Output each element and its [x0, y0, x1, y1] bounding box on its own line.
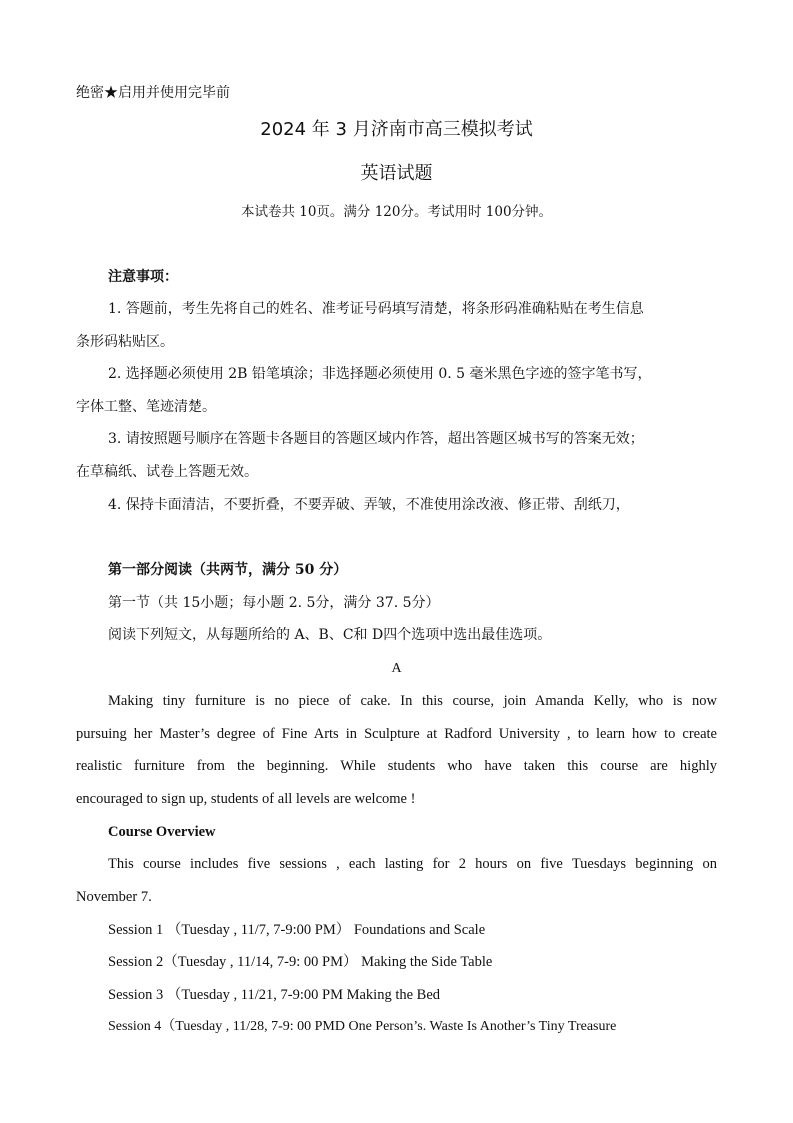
part1-heading: 第一部分阅读（共两节，满分 50 分） [108, 562, 348, 578]
paragraph-line-3: realistic furniture from the beginning. While students who have taken this course are highly [76, 758, 717, 774]
note-item-3-line2: 在草稿纸、试卷上答题无效。 [76, 464, 258, 480]
note-item-2-line1: 2. 选择题必须使用 2B 铅笔填涂；非选择题必须使用 0. 5 毫米黑色字迹的签字笔书写， [108, 366, 652, 382]
note-item-1-line2: 条形码粘贴区。 [76, 334, 174, 350]
notes-heading: 注意事项： [108, 269, 178, 285]
overview-line-1: This course includes five sessions , each lasting for 2 hours on five Tuesdays beginning on [108, 856, 717, 872]
exam-intro: 本试卷共 10页。满分 120分。考试用时 100分钟。 [240, 204, 553, 220]
exam-subject: 英语试题 [360, 163, 433, 184]
note-item-3-line1: 3. 请按照题号顺序在答题卡各题目的答题区域内作答，超出答题区城书写的答案无效； [108, 431, 644, 447]
overview-line-2: November 7. [76, 889, 152, 905]
exam-title: 2024 年 3 月济南市高三模拟考试 [260, 119, 533, 140]
session-4: Session 4（Tuesday , 11/28, 7-9: 00 PMD One Person’s. Waste Is Another’s Tiny Treasure [108, 1019, 617, 1034]
paragraph-line-4: encouraged to sign up, students of all levels are welcome ! [76, 791, 416, 807]
reading-instructions: 阅读下列短文，从每题所给的 A、B、C和 D四个选项中选出最佳选项。 [108, 627, 552, 643]
paragraph-line-1: Making tiny furniture is no piece of cake. In this course, join Amanda Kelly, who is now [108, 693, 717, 709]
note-item-2-line2: 字体工整、笔迹清楚。 [76, 399, 216, 415]
passage-letter: A [391, 661, 402, 676]
paragraph-line-2: pursuing her Master’s degree of Fine Arts in Sculpture at Radford University , to learn how to create [76, 726, 717, 742]
confidential-label: 绝密★启用并使用完毕前 [76, 85, 230, 101]
course-overview-heading: Course Overview [108, 824, 216, 840]
session-2: Session 2（Tuesday , 11/14, 7-9: 00 PM） Making the Side Table [108, 954, 493, 970]
note-item-4-line1: 4. 保持卡面清洁，不要折叠，不要弄破、弄皱，不准使用涂改液、修正带、刮纸刀， [108, 497, 630, 513]
section1-heading: 第一节（共 15小题；每小题 2. 5分，满分 37. 5分） [108, 595, 440, 611]
session-1: Session 1 （Tuesday , 11/7, 7-9:00 PM） Foundations and Scale [108, 922, 486, 938]
session-3: Session 3 （Tuesday , 11/21, 7-9:00 PM Making the Bed [108, 987, 441, 1003]
note-item-1-line1: 1. 答题前，考生先将自己的姓名、准考证号码填写清楚，将条形码准确粘贴在考生信息 [108, 301, 644, 317]
